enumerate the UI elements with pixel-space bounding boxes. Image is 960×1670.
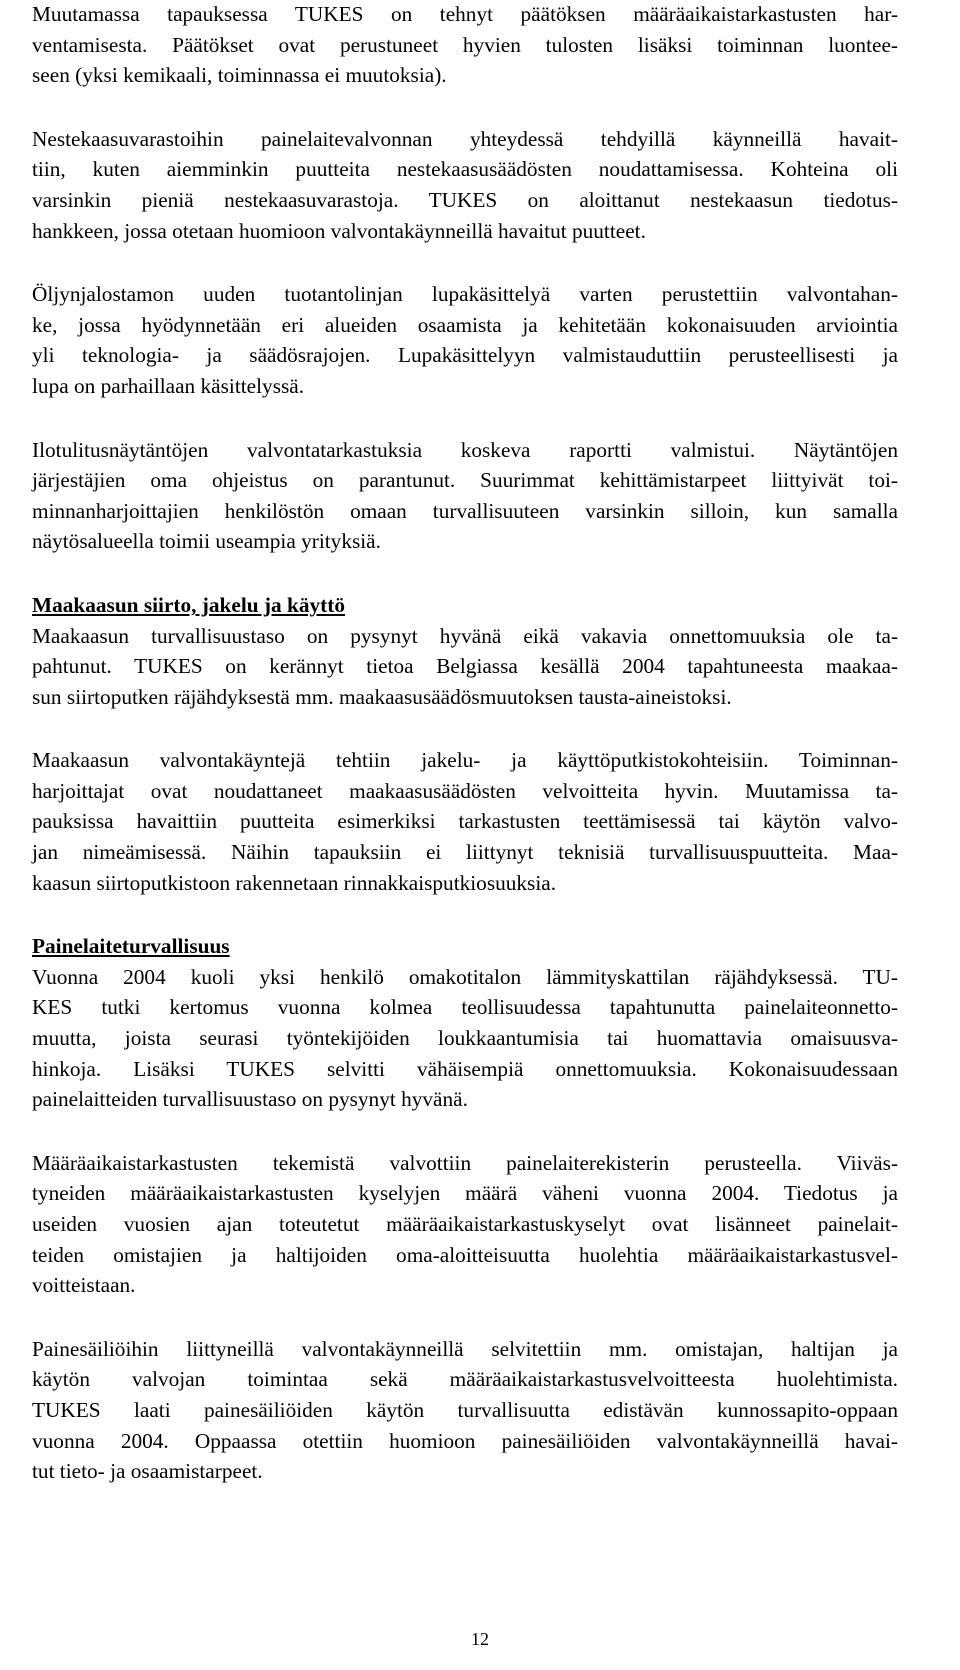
text-line: käytön valvojan toimintaa sekä määräaikaistarkastusvelvoitteesta huolehtimista. [32,1367,898,1392]
text-line: painelaitteiden turvallisuustaso on pysynyt hyvänä. [32,1087,468,1112]
text-line: voitteistaan. [32,1273,136,1298]
paragraph [32,0,898,91]
text-line: Vuonna 2004 kuoli yksi henkilö omakotitalon lämmityskattilan räjähdyksessä. TU- [32,964,898,989]
text-line: useiden vuosien ajan toteutetut määräaikaistarkastuskyselyt ovat lisänneet painelait- [32,1212,898,1236]
paragraph [32,279,898,401]
text-line: hankkeen, jossa otetaan huomioon valvontakäynneillä havaitut puutteet. [32,218,646,243]
text-line: hinkoja. Lisäksi TUKES selvitti vähäisempiä onnettomuuksia. Kokonaisuudessaan [32,1056,898,1081]
text-line: yli teknologia- ja säädösrajojen. Lupakäsittelyyn valmistauduttiin perusteellisesti ja [32,343,898,368]
section-heading-painelaite: Painelaiteturvallisuus [32,934,230,959]
text-line: varsinkin pieniä nestekaasuvarastoja. TUKES on aloittanut nestekaasun tiedotus- [32,187,898,212]
text-line: näytösalueella toimii useampia yrityksiä. [32,529,381,554]
text-line: seen (yksi kemikaali, toiminnassa ei muutoksia). [32,63,447,88]
text-line: Ilotulitusnäytäntöjen valvontatarkastuksia koskeva raportti valmistui. Näytäntöjen [32,437,898,462]
text-line: Öljynjalostamon uuden tuotantolinjan lupakäsittelyä varten perustettiin valvontahan- [32,282,898,307]
text-line: pahtunut. TUKES on kerännyt tietoa Belgiassa kesällä 2004 tapahtuneesta maakaa- [32,654,898,679]
paragraph [32,1148,898,1301]
text-line: sun siirtoputken räjähdyksestä mm. maakaasusäädösmuutoksen tausta-aineistoksi. [32,684,732,709]
text-line: KES tutki kertomus vuonna kolmea teollisuudessa tapahtunutta painelaiteonnetto- [32,995,898,1020]
text-line: järjestäjien oma ohjeistus on parantunut. Suurimmat kehittämistarpeet liittyivät toi- [32,468,898,493]
text-line: TUKES laati painesäiliöiden käytön turvallisuutta edistävän kunnossapito-oppaan [32,1397,898,1422]
text-line: Muutamassa tapauksessa TUKES on tehnyt päätöksen määräaikaistarkastusten har- [32,2,898,26]
paragraph [32,745,898,898]
paragraph [32,621,898,713]
text-line: lupa on parhaillaan käsittelyssä. [32,373,305,398]
text-line: Maakaasun turvallisuustaso on pysynyt hyvänä eikä vakavia onnettomuuksia ole ta- [32,623,898,648]
text-line: Painesäiliöihin liittyneillä valvontakäynneillä selvitettiin mm. omistajan, haltijan ja [32,1336,898,1361]
text-line: tiin, kuten aiemminkin puutteita nestekaasusäädösten noudattamisessa. Kohteina oli [32,157,898,182]
text-line: muutta, joista seurasi työntekijöiden loukkaantumisia tai huomattavia omaisuusva- [32,1026,898,1051]
text-line: jan nimeämisessä. Näihin tapauksiin ei liittynyt teknisiä turvallisuuspuutteita. Maa- [32,840,898,865]
text-line: Maakaasun valvontakäyntejä tehtiin jakelu- ja käyttöputkistokohteisiin. Toiminnan- [32,748,898,773]
paragraph [32,124,898,246]
text-line: tyneiden määräaikaistarkastusten kyselyjen määrä väheni vuonna 2004. Tiedotus ja [32,1181,898,1206]
text-line: teiden omistajien ja haltijoiden oma-aloitteisuutta huolehtia määräaikaistarkastusvel- [32,1242,898,1267]
text-line: minnanharjoittajien henkilöstön omaan turvallisuuteen varsinkin silloin, kun samalla [32,498,898,523]
text-line: Nestekaasuvarastoihin painelaitevalvonnan yhteydessä tehdyillä käynneillä havait- [32,126,898,151]
page-number: 12 [471,1629,489,1649]
text-line: pauksissa havaittiin puutteita esimerkiksi tarkastusten teettämisessä tai käytön valvo- [32,809,898,834]
text-line: vuonna 2004. Oppaassa otettiin huomioon painesäiliöiden valvontakäynneillä havai- [32,1428,898,1453]
document-page [32,0,898,1487]
text-line: Määräaikaistarkastusten tekemistä valvottiin painelaiterekisterin perusteella. Viiväs- [32,1150,898,1175]
paragraph [32,962,898,1115]
paragraph [32,435,898,557]
paragraph [32,1334,898,1487]
text-line: kaasun siirtoputkistoon rakennetaan rinnakkaisputkiosuuksia. [32,870,557,895]
section-heading-maakaasu: Maakaasun siirto, jakelu ja käyttö [32,592,345,617]
text-line: tut tieto- ja osaamistarpeet. [32,1459,263,1484]
text-line: ventamisesta. Päätökset ovat perustuneet hyvien tulosten lisäksi toiminnan luontee- [32,32,898,57]
text-line: harjoittajat ovat noudattaneet maakaasusäädösten velvoitteita hyvin. Muutamissa ta- [32,778,898,803]
text-line: ke, jossa hyödynnetään eri alueiden osaamista ja kehitetään kokonaisuuden arviointia [32,312,898,337]
